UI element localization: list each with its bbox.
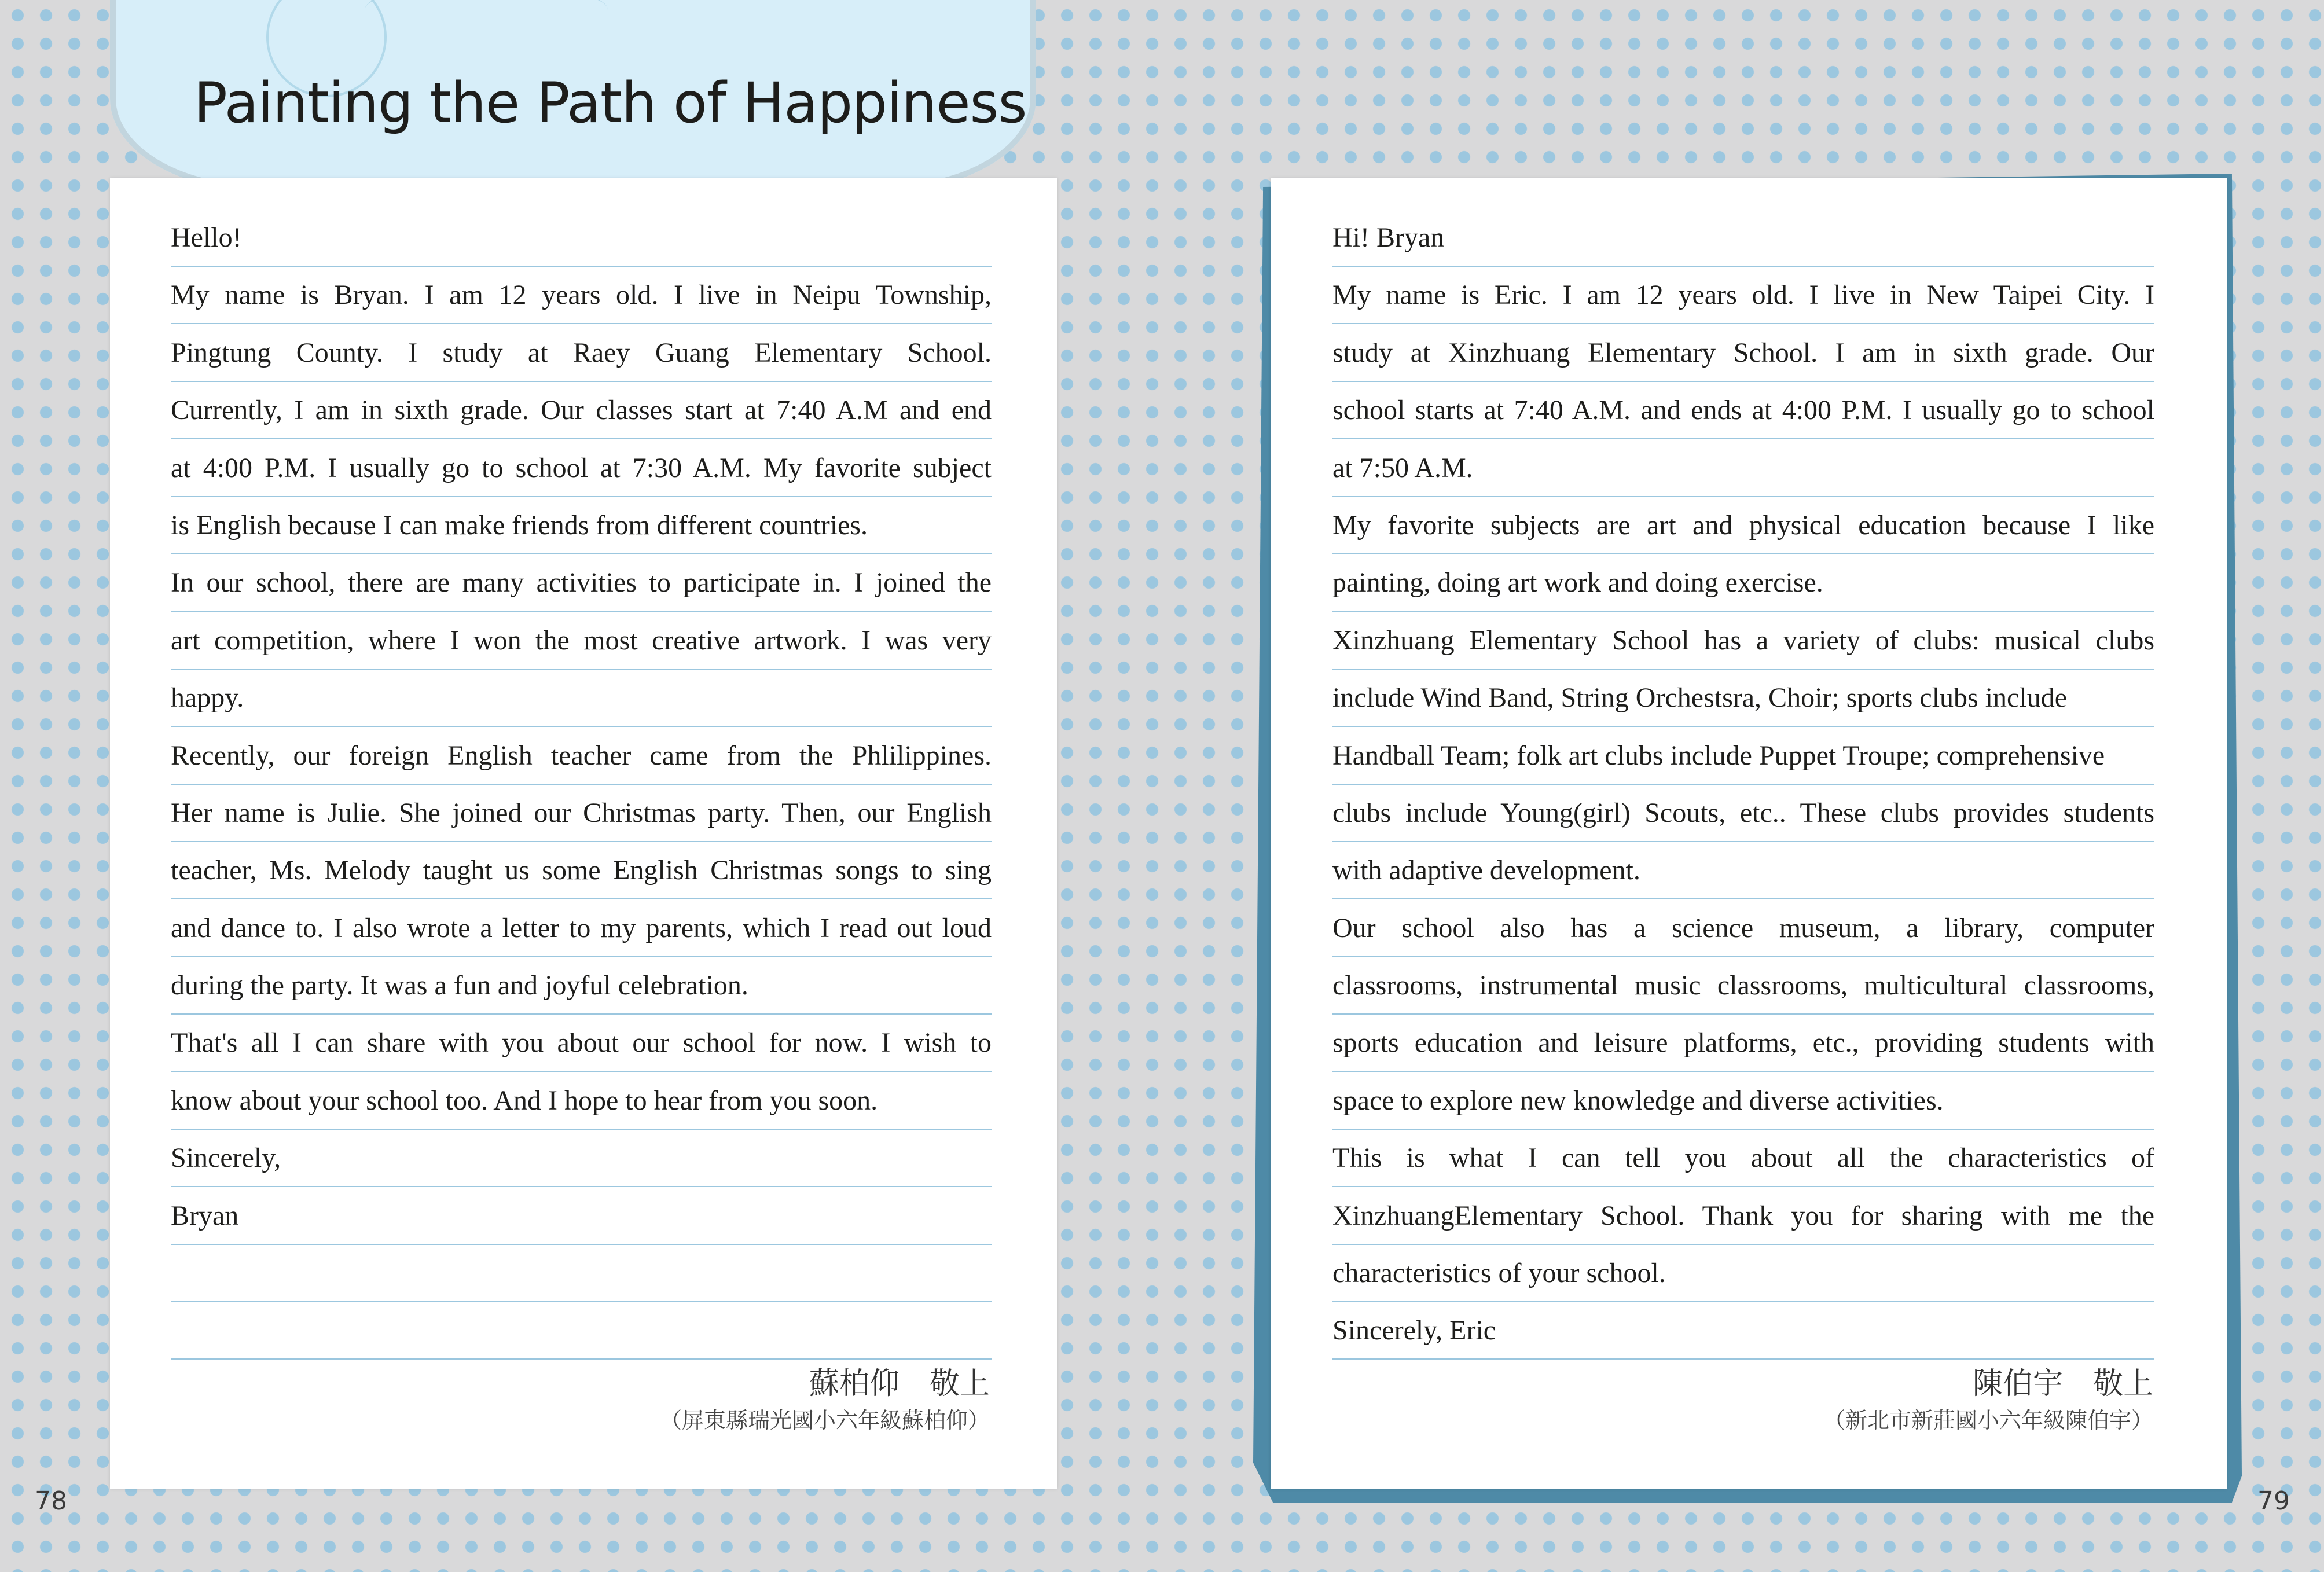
letter-line: at 4:00 P.M. I usually go to school at 7:30 A.M. My favorite subject	[171, 440, 992, 497]
letter-line: at 7:50 A.M.	[1332, 440, 2154, 497]
right-letter-lines	[1332, 210, 2154, 1361]
letter-line: Recently, our foreign English teacher came from the Phlilippines.	[171, 728, 992, 785]
letter-line: include Wind Band, String Orchestsra, Choir; sports clubs include	[1332, 670, 2154, 727]
letter-line: That's all I can share with you about our school for now. I wish to	[171, 1015, 992, 1072]
letter-line: In our school, there are many activities to participate in. I joined the	[171, 555, 992, 612]
letter-line: with adaptive development.	[1332, 843, 2154, 899]
letter-line: study at Xinzhuang Elementary School. I am in sixth grade. Our	[1332, 325, 2154, 382]
letter-line: Sincerely,	[171, 1130, 992, 1187]
letter-line: My name is Eric. I am 12 years old. I live in New Taipei City. I	[1332, 267, 2154, 324]
letter-line: happy.	[171, 670, 992, 727]
letter-line: Currently, I am in sixth grade. Our classes start at 7:40 A.M and end	[171, 383, 992, 439]
letter-line: Bryan	[171, 1188, 992, 1245]
letter-line: classrooms, instrumental music classrooms, multicultural classrooms,	[1332, 958, 2154, 1015]
letter-line: This is what I can tell you about all the characteristics of	[1332, 1130, 2154, 1187]
letter-line	[171, 1303, 992, 1360]
left-signature	[579, 1364, 990, 1437]
decorative-doodle	[365, 0, 608, 37]
letter-line: is English because I can make friends from different countries.	[171, 498, 992, 554]
letter-line: during the party. It was a fun and joyful celebration.	[171, 958, 992, 1015]
letter-line	[171, 1246, 992, 1302]
letter-line: art competition, where I won the most creative artwork. I was very	[171, 613, 992, 670]
letter-line: My name is Bryan. I am 12 years old. I live in Neipu Township,	[171, 267, 992, 324]
letter-line: Our school also has a science museum, a library, computer	[1332, 901, 2154, 957]
signature-name: 蘇柏仰 敬上	[809, 1367, 990, 1401]
letter-line: Her name is Julie. She joined our Christmas party. Then, our English	[171, 785, 992, 842]
letter-line: My favorite subjects are art and physical education because I like	[1332, 498, 2154, 554]
signature-name: 陳伯宇 敬上	[1972, 1367, 2153, 1401]
letter-line: school starts at 7:40 A.M. and ends at 4:00 P.M. I usually go to school	[1332, 383, 2154, 439]
left-letter-lines	[171, 210, 992, 1361]
signature-note: （新北市新莊國小六年級陳伯宇）	[1823, 1408, 2153, 1433]
right-signature	[1742, 1364, 2153, 1437]
signature-note: （屏東縣瑞光國小六年級蘇柏仰）	[659, 1408, 990, 1433]
letter-line: teacher, Ms. Melody taught us some English Christmas songs to sing	[171, 843, 992, 899]
letter-line: clubs include Young(girl) Scouts, etc.. These clubs provides students	[1332, 785, 2154, 842]
letter-line: XinzhuangElementary School. Thank you for sharing with me the	[1332, 1188, 2154, 1245]
letter-line: Pingtung County. I study at Raey Guang Elementary School.	[171, 325, 992, 382]
letter-line: characteristics of your school.	[1332, 1246, 2154, 1302]
page-number-right: 79	[2257, 1486, 2290, 1516]
letter-line: know about your school too. And I hope to hear from you soon.	[171, 1073, 992, 1130]
page-title: Painting the Path of Happiness	[194, 71, 1027, 135]
letter-line: Hi! Bryan	[1332, 210, 2154, 267]
page-number-left: 78	[35, 1486, 67, 1516]
letter-line: painting, doing art work and doing exercise.	[1332, 555, 2154, 612]
letter-line: Hello!	[171, 210, 992, 267]
letter-line: Sincerely, Eric	[1332, 1303, 2154, 1360]
letter-line: sports education and leisure platforms, etc., providing students with	[1332, 1015, 2154, 1072]
letter-line: Handball Team; folk art clubs include Puppet Troupe; comprehensive	[1332, 728, 2154, 785]
letter-line: space to explore new knowledge and diverse activities.	[1332, 1073, 2154, 1130]
letter-line: Xinzhuang Elementary School has a variety of clubs: musical clubs	[1332, 613, 2154, 670]
letter-line: and dance to. I also wrote a letter to my parents, which I read out loud	[171, 901, 992, 957]
